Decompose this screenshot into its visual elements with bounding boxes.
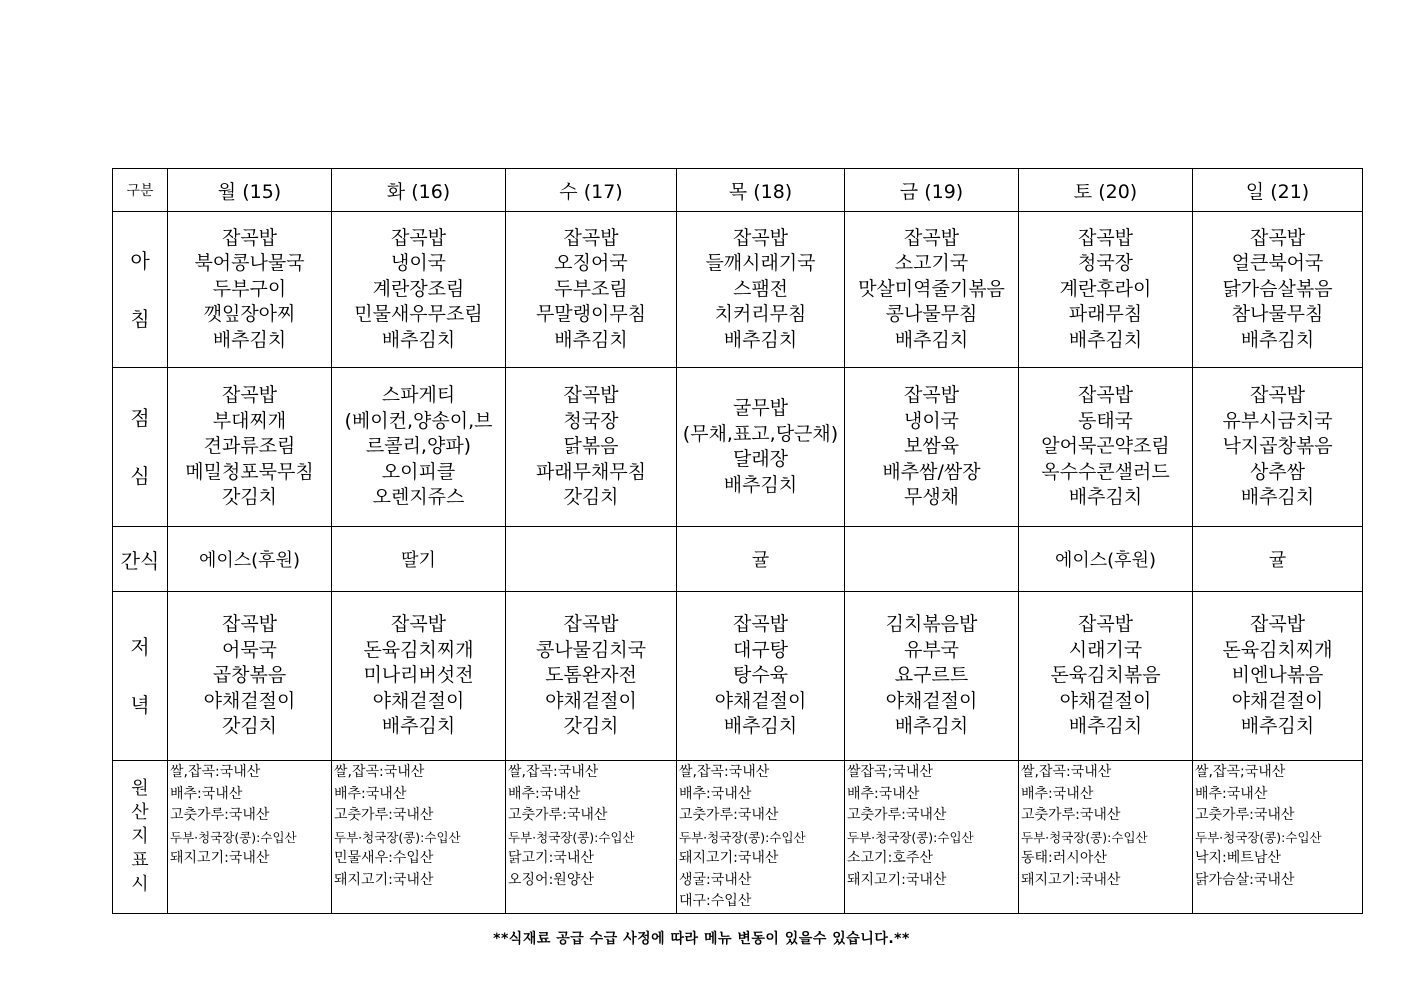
cell-line: 쌀,잡곡:국내산 [334, 764, 425, 780]
cell-line: 달래장 [732, 448, 789, 470]
cell-line: 배추김치 [1068, 715, 1143, 738]
cell-line: 배추김치 [723, 715, 798, 738]
lunch-row [113, 368, 1363, 527]
cell-line: 김치볶음밥 [885, 613, 978, 636]
cell-line: 두부·청국장(콩):수입산 [1021, 829, 1148, 845]
cell-line: 파래무침 [1068, 303, 1143, 326]
cell-line: 잡곡밥 [221, 384, 278, 407]
cell-line: 알어묵곤약조림 [1041, 435, 1170, 458]
cell-line: 고춧가루:국내산 [1195, 807, 1295, 823]
meal-cell [1193, 592, 1363, 761]
cell-line: 청국장 [1077, 252, 1134, 275]
origin-cell [677, 761, 845, 914]
day-header: 월 (15) [168, 169, 332, 212]
cell-line: 오이피클 [381, 460, 456, 483]
row-label-dinner: 저 녁 [113, 592, 168, 761]
cell-line: 야채겉절이 [545, 689, 637, 712]
cell-line: 북어콩나물국 [194, 252, 305, 275]
cell-line: 배추김치 [381, 715, 456, 738]
cell-line: 르콜리,양파) [365, 435, 472, 458]
snack-row [113, 527, 1363, 592]
cell-line: 두부조림 [554, 277, 628, 300]
cell-line: 두부·청국장(콩):수입산 [334, 829, 461, 845]
cell-line: 대구탕 [732, 638, 789, 661]
cell-line: 오징어:원양산 [508, 871, 594, 888]
day-header: 수 (17) [506, 169, 677, 212]
cell-line: 얼큰북어국 [1231, 252, 1324, 275]
cell-line: 배추김치 [1240, 715, 1315, 738]
row-label-lunch: 점 심 [113, 368, 168, 527]
cell-line: 배추김치 [381, 328, 456, 351]
cell-line: 두부·청국장(콩):수입산 [679, 829, 806, 845]
cell-line: 돼지고기:국내산 [847, 871, 947, 888]
cell-line: 쌀,잡곡:국내산 [1021, 764, 1112, 780]
cell-line: 배추:국내산 [1021, 785, 1094, 802]
cell-line: 배추:국내산 [847, 785, 920, 802]
cell-line: 닭볶음 [563, 435, 619, 458]
cell-line: 야채겉절이 [203, 689, 296, 712]
cell-line: 오렌지쥬스 [372, 486, 465, 509]
cell-line: 무말랭이무침 [535, 303, 647, 326]
origin-cell [1019, 761, 1193, 914]
cell-line: 돼지고기:국내산 [170, 850, 270, 866]
cell-line: 동태:러시아산 [1021, 850, 1107, 866]
cell-line: 무생채 [903, 486, 960, 509]
cell-line: 맛살미역줄기볶음 [858, 277, 1005, 300]
cell-line: 돈육김치볶음 [1050, 664, 1161, 687]
meal-cell [506, 592, 677, 761]
cell-line: 옥수수콘샐러드 [1041, 460, 1170, 483]
cell-line: 도톰완자전 [545, 664, 637, 687]
cell-line: 고춧가루:국내산 [679, 807, 779, 823]
cell-line: 잡곡밥 [221, 613, 278, 636]
cell-line: 청국장 [563, 409, 619, 432]
cell-line: 시래기국 [1068, 638, 1143, 661]
cell-line: 배추:국내산 [508, 785, 581, 802]
cell-line: 고춧가루:국내산 [334, 807, 434, 823]
cell-line: 두부·청국장(콩):수입산 [170, 829, 297, 845]
cell-line: 계란장조림 [372, 277, 465, 300]
meal-cell [332, 368, 506, 527]
cell-line: 닭가슴살:국내산 [1195, 871, 1295, 888]
meal-cell [1019, 368, 1193, 527]
cell-line: 파래무채무침 [535, 460, 647, 483]
cell-line: 쌀잡곡;국내산 [847, 764, 933, 780]
cell-line: (베이컨,양송이,브 [344, 409, 493, 432]
cell-line: 쌀,잡곡:국내산 [508, 764, 599, 780]
origin-cell [506, 761, 677, 914]
day-header: 일 (21) [1193, 169, 1363, 212]
cell-line: 배추김치 [894, 328, 969, 351]
cell-line: 오징어국 [554, 252, 628, 275]
breakfast-row [113, 212, 1363, 368]
cell-line: 두부·청국장(콩):수입산 [847, 829, 974, 845]
cell-line: 쌀,잡곡:국내산 [170, 764, 261, 780]
cell-line: 야채겉절이 [1059, 689, 1152, 712]
cell-line: 미나리버섯전 [363, 664, 474, 687]
meal-cell [677, 368, 845, 527]
cell-line: 보쌈육 [903, 435, 960, 458]
cell-line: 야채겉절이 [885, 689, 978, 712]
footer-note: **식재료 공급 수급 사정에 따라 메뉴 변동이 있을수 있습니다.** [493, 931, 910, 947]
cell-line: 부대찌개 [212, 409, 287, 432]
cell-line: 요구르트 [894, 664, 969, 687]
cell-line: 잡곡밥 [563, 384, 619, 407]
origin-cell [168, 761, 332, 914]
row-label-snack: 간식 [113, 527, 168, 592]
cell-line: 유부시금치국 [1222, 409, 1333, 432]
day-header: 화 (16) [332, 169, 506, 212]
day-header: 금 (19) [845, 169, 1019, 212]
cell-line: 잡곡밥 [390, 226, 447, 249]
cell-line: 배추:국내산 [679, 785, 752, 802]
cell-line: 두부·청국장(콩):수입산 [1195, 829, 1322, 845]
snack-cell [506, 527, 677, 592]
cell-line: 표 [131, 849, 149, 871]
cell-line: 잡곡밥 [1249, 384, 1306, 407]
origin-cell [332, 761, 506, 914]
meal-cell [845, 592, 1019, 761]
cell-line: 잡곡밥 [903, 226, 960, 249]
weekly-menu-table [112, 168, 1363, 914]
cell-line: (무채,표고,당근채) [682, 422, 839, 445]
snack-cell [845, 527, 1019, 592]
cell-line: 고춧가루:국내산 [170, 807, 270, 823]
dinner-row [113, 592, 1363, 761]
cell-line: 잡곡밥 [1077, 613, 1134, 636]
cell-line: 고춧가루:국내산 [847, 807, 947, 823]
cell-line: 냉이국 [903, 409, 960, 432]
cell-line: 탕수육 [732, 664, 789, 687]
cell-line: 스팸전 [732, 277, 789, 300]
cell-line: 잡곡밥 [221, 226, 278, 249]
cell-line: 잡곡밥 [1249, 226, 1306, 249]
cell-line: 배추:국내산 [170, 785, 243, 802]
cell-line: 배추김치 [212, 328, 287, 351]
cell-line: 냉이국 [390, 252, 447, 275]
meal-cell [168, 592, 332, 761]
meal-cell [1019, 592, 1193, 761]
meal-cell [845, 368, 1019, 527]
cell-line: 소고기:호주산 [847, 850, 933, 866]
meal-cell [168, 212, 332, 368]
cell-line: 잡곡밥 [732, 226, 789, 249]
cell-line: 스파게티 [381, 384, 456, 407]
cell-line: 돼지고기:국내산 [679, 850, 779, 866]
cell-line: 잡곡밥 [390, 613, 447, 636]
cell-line: 배추김치 [1240, 328, 1315, 351]
cell-line: 배추김치 [723, 473, 798, 496]
meal-cell [677, 592, 845, 761]
cell-line: 배추김치 [894, 715, 969, 738]
cell-line: 잡곡밥 [732, 613, 789, 636]
cell-line: 두부구이 [212, 277, 287, 300]
meal-cell [1019, 212, 1193, 368]
cell-line: 계란후라이 [1059, 277, 1152, 300]
cell-line: 배추:국내산 [334, 785, 407, 802]
cell-line: 배추김치 [723, 328, 798, 351]
cell-line: 대구:수입산 [679, 893, 752, 909]
header-corner: 구분 [113, 169, 168, 212]
cell-line: 갓김치 [563, 486, 619, 509]
meal-cell [332, 592, 506, 761]
meal-cell [168, 368, 332, 527]
cell-line: 참나물무침 [1231, 303, 1324, 326]
cell-line: 소고기국 [894, 252, 969, 275]
cell-line: 배추:국내산 [1195, 785, 1268, 802]
cell-line: 원 [131, 777, 149, 799]
cell-line: 갓김치 [221, 486, 278, 509]
meal-cell [1193, 212, 1363, 368]
cell-line: 배추김치 [1068, 486, 1143, 509]
cell-line: 갓김치 [221, 715, 278, 738]
cell-line: 야채겉절이 [1231, 689, 1324, 712]
cell-line: 잡곡밥 [1249, 613, 1306, 636]
origin-row [113, 761, 1363, 914]
snack-cell: 에이스(후원) [168, 527, 332, 592]
cell-line: 돈육김치찌개 [1222, 638, 1333, 661]
cell-line: 깻잎장아찌 [203, 303, 296, 326]
cell-line: 유부국 [903, 638, 960, 661]
meal-cell [332, 212, 506, 368]
cell-line: 비엔나볶음 [1231, 664, 1324, 687]
cell-line: 동태국 [1077, 409, 1134, 432]
cell-line: 치커리무침 [714, 303, 807, 326]
cell-line: 낙지:베트남산 [1195, 850, 1281, 866]
cell-line: 야채겉절이 [714, 689, 807, 712]
cell-line: 견과류조림 [203, 435, 296, 458]
cell-line: 배추김치 [1240, 486, 1315, 509]
cell-line: 돼지고기:국내산 [334, 871, 434, 888]
cell-line: 고춧가루:국내산 [1021, 807, 1121, 823]
cell-line: 잡곡밥 [563, 226, 619, 249]
snack-cell: 딸기 [332, 527, 506, 592]
cell-line: 닭고기:국내산 [508, 850, 594, 866]
cell-line: 배추김치 [1068, 328, 1143, 351]
cell-line: 시 [131, 873, 149, 895]
cell-line: 야채겉절이 [372, 689, 465, 712]
cell-line: 굴무밥 [732, 397, 789, 419]
row-label-breakfast: 아 침 [113, 212, 168, 368]
snack-cell: 귤 [677, 527, 845, 592]
day-header: 목 (18) [677, 169, 845, 212]
cell-line: 돼지고기:국내산 [1021, 871, 1121, 888]
snack-cell: 귤 [1193, 527, 1363, 592]
cell-line: 산 [131, 801, 149, 823]
cell-line: 민물새우:수입산 [334, 850, 434, 866]
meal-cell [506, 212, 677, 368]
cell-line: 고춧가루:국내산 [508, 807, 608, 823]
cell-line: 쌀,잡곡;국내산 [1195, 764, 1286, 780]
cell-line: 콩나물김치국 [535, 638, 647, 661]
cell-line: 메밀청포묵무침 [185, 460, 314, 483]
cell-line: 지 [131, 825, 149, 847]
cell-line: 생굴:국내산 [679, 871, 752, 888]
snack-cell: 에이스(후원) [1019, 527, 1193, 592]
cell-line: 배추쌈/쌈장 [882, 460, 981, 483]
cell-line: 낙지곱창볶음 [1222, 435, 1333, 458]
origin-cell [1193, 761, 1363, 914]
cell-line: 콩나물무침 [885, 303, 978, 326]
row-label-origin [113, 761, 168, 914]
header-row [113, 169, 1363, 212]
cell-line: 민물새우무조림 [354, 303, 483, 326]
cell-line: 잡곡밥 [1077, 384, 1134, 407]
cell-line: 잡곡밥 [1077, 226, 1134, 249]
cell-line: 두부·청국장(콩):수입산 [508, 829, 635, 845]
meal-cell [1193, 368, 1363, 527]
day-header: 토 (20) [1019, 169, 1193, 212]
origin-cell [845, 761, 1019, 914]
meal-cell [845, 212, 1019, 368]
meal-cell [677, 212, 845, 368]
cell-line: 들깨시래기국 [705, 252, 816, 275]
cell-line: 상추쌈 [1249, 460, 1306, 483]
cell-line: 쌀,잡곡:국내산 [679, 764, 770, 780]
cell-line: 잡곡밥 [563, 613, 619, 636]
cell-line: 곱창볶음 [212, 664, 287, 687]
meal-cell [506, 368, 677, 527]
cell-line: 배추김치 [554, 328, 628, 351]
cell-line: 잡곡밥 [903, 384, 960, 407]
cell-line: 어묵국 [221, 638, 278, 661]
cell-line: 갓김치 [563, 715, 619, 738]
cell-line: 돈육김치찌개 [363, 638, 474, 661]
cell-line: 닭가슴살볶음 [1222, 277, 1333, 300]
